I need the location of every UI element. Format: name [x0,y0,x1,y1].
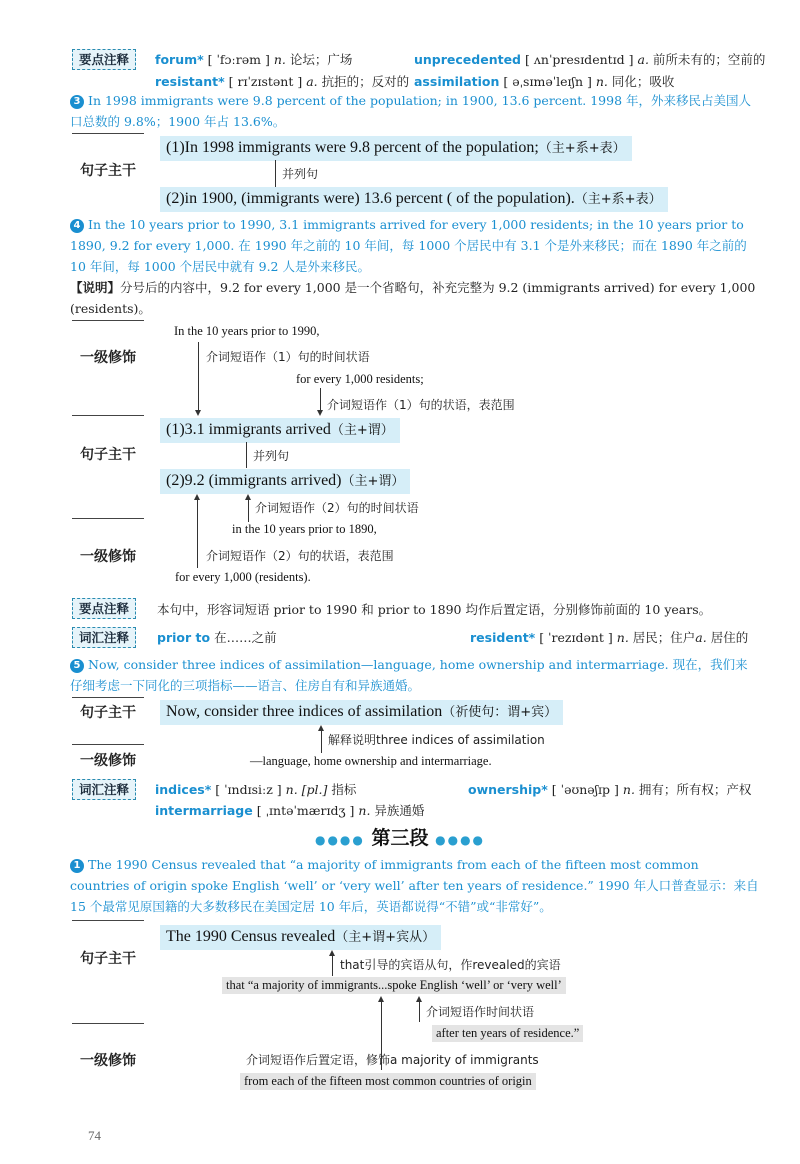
first-modifier-label: 一级修饰 [80,549,136,565]
trunk-clause-2 [160,469,410,494]
divider [72,133,144,134]
trunk-text: (1)In 1998 immigrants were 9.8 percent of the population; [166,139,539,156]
sentence-4 [70,214,760,277]
vocab-ipa: [ ˈɪndɪsiːz ] [215,782,282,797]
trunk-clause [160,700,563,725]
page-number: 74 [88,1128,101,1143]
trunk-text: Now, consider three indices of assimilation [166,703,443,720]
explain-note [70,277,760,319]
trunk-text: The 1990 Census revealed [166,928,336,945]
trunk-note: （祈使句：谓+宾） [442,705,558,720]
vocab-pos: n. [622,782,635,797]
vocab-resistant [155,72,409,90]
vocab-ipa: [ ʌnˈpresɪdentɪd ] [525,52,634,67]
sentence-5 [70,654,760,696]
vocab-prior-to [157,628,277,646]
parallel-note: 并列句 [282,167,319,181]
section-title: 第三段 [371,827,429,849]
paragraph-3-sentence-1 [70,854,760,917]
vocab-meaning: 抗拒的；反对的 [321,74,410,89]
vocab-meaning: 指标 [331,782,357,797]
number-badge: 4 [70,219,84,233]
vocab-pos: a. [637,52,649,67]
vocab-word: unprecedented [414,52,522,67]
vocab-meaning: 在……之前 [214,630,277,645]
connector-line [197,500,198,568]
first-modifier-label: 一级修饰 [80,1053,136,1069]
connector-line [332,956,333,976]
vocab-meaning: 拥有；所有权；产权 [638,782,752,797]
divider [72,320,144,321]
connector-line [275,160,276,188]
connector-line [198,342,199,412]
vocab-ipa: [ əˌsɪməˈleɪʃn ] [503,74,592,89]
vocab-unprecedented [414,50,765,68]
vocab-pos: n. [616,630,629,645]
vocab-notes-tag: 词汇注释 [72,627,136,648]
vocab-intermarriage [155,801,424,819]
vocab-ipa: [ ˈfɔːrəm ] [207,52,270,67]
modifier-3: in the 10 years prior to 1890, [232,522,377,536]
vocab-indices [155,780,356,798]
trunk-clause [160,925,441,950]
number-badge: 5 [70,659,84,673]
modifier-4-note: 介词短语作（2）句的状语，表范围 [206,549,394,563]
key-notes-tag: 要点注释 [72,49,136,70]
number-badge: 3 [70,95,84,109]
key-note-text: 本句中，形容词短语 prior to 1990 和 prior to 1890 均作后置定语，分别修饰前面的 10 years。 [157,602,712,617]
vocab-ipa: [ ˈrezɪdənt ] [539,630,613,645]
object-clause: that “a majority of immigrants...spoke English ‘well’ or ‘very well’ [222,977,566,994]
divider [72,415,144,416]
modifier-2-note: 介词短语作（1）句的状语，表范围 [327,398,515,412]
vocab-ipa: [ ˈəʊnəʃɪp ] [551,782,619,797]
trunk-note: （主+系+表） [574,192,662,207]
sentence-trunk-label: 句子主干 [80,163,136,179]
divider [72,1023,144,1024]
trunk-text: (2)9.2 (immigrants arrived) [166,472,342,489]
connector-line [248,500,249,522]
trunk-note: （主+谓） [330,423,394,438]
trunk-note: （主+谓） [341,474,405,489]
divider [72,744,144,745]
connector-line [320,388,321,412]
vocab-word: ownership* [468,782,548,797]
vocab-forum [155,50,352,68]
divider [72,697,144,698]
vocab-ipa: [ rɪˈzɪstənt ] [228,74,303,89]
vocab-word: resident* [470,630,536,645]
clause-note: that引导的宾语从句，作revealed的宾语 [340,958,561,972]
modifier: —language, home ownership and intermarriage. [250,754,492,768]
trunk-note: （主+谓+宾从） [335,930,436,945]
trunk-clause-2 [160,187,668,212]
vocab-word: forum* [155,52,204,67]
vocab-ipa: [ ˌɪntəˈmærɪdʒ ] [256,803,355,818]
first-modifier-label: 一级修饰 [80,753,136,769]
trunk-clause-1 [160,418,400,443]
modifier-3-note: 介词短语作（2）句的时间状语 [255,501,419,515]
vocab-pos: n. [595,74,608,89]
vocab-assimilation [414,72,674,90]
vocab-pos: n. [358,803,371,818]
sentence-trunk-label: 句子主干 [80,705,136,721]
parallel-note: 并列句 [253,449,290,463]
modifier-2: for every 1,000 residents; [296,372,424,386]
vocab-word: assimilation [414,74,500,89]
modifier-4: for every 1,000 (residents). [175,570,311,584]
from-phrase: from each of the fifteen most common countries of origin [240,1073,536,1090]
dots-decoration-icon: ●●●● [435,833,486,847]
from-note: 介词短语作后置定语，修饰a majority of immigrants [246,1053,539,1067]
trunk-text: (1)3.1 immigrants arrived [166,421,331,438]
key-notes-tag: 要点注释 [72,598,136,619]
modifier-note: 解释说明three indices of assimilation [328,733,545,747]
vocab-meaning: 异族通婚 [374,803,425,818]
connector-line [321,731,322,753]
vocab-notes-tag: 词汇注释 [72,779,136,800]
dots-decoration-icon: ●●●● [314,833,365,847]
after-note: 介词短语作时间状语 [426,1005,535,1019]
divider [72,518,144,519]
after-phrase: after ten years of residence.” [432,1025,583,1042]
connector-line [246,442,247,468]
vocab-pos: n. [pl.] [285,782,328,797]
sentence-trunk-label: 句子主干 [80,951,136,967]
modifier-1: In the 10 years prior to 1990, [174,324,320,338]
vocab-meaning: 同化；吸收 [611,74,675,89]
number-badge: 1 [70,859,84,873]
vocab-word: indices* [155,782,212,797]
vocab-pos: a. [306,74,318,89]
vocab-meaning: 前所未有的；空前的 [652,52,766,67]
arrow-down-icon [317,410,323,416]
connector-line [419,1002,420,1022]
vocab-meaning-2: 居住的 [710,630,749,645]
explain-label: 【说明】 [70,280,121,295]
vocab-ownership [468,780,751,798]
first-modifier-label: 一级修饰 [80,350,136,366]
modifier-1-note: 介词短语作（1）句的时间状语 [206,350,370,364]
vocab-pos: n. [273,52,286,67]
explain-text: 分号后的内容中，9.2 for every 1,000 是一个省略句，补充完整为 9.2 (immigrants arrived) for every 1,000 (residents)。 [70,280,756,316]
sentence-text: In 1998 immigrants were 9.8 percent of the population; in 1900, 13.6 percent. 1998 年，外来移民占美国人口总数的 9.8%；1900 年占 13.6%。 [70,93,752,129]
sentence-trunk-label: 句子主干 [80,447,136,463]
vocab-meaning: 论坛；广场 [289,52,353,67]
vocab-resident [470,628,748,646]
sentence-text: The 1990 Census revealed that “a majority of immigrants from each of the fifteen most common countries of origin spoke English ‘well’ or ‘very well’ after ten years of residence.” 1990 年人口普查显示：来自 15 个最常见原国籍的大多数移民在美国定居 10 年后，英语都说得“不错”或“非常好”。 [70,857,759,914]
vocab-word: resistant* [155,74,225,89]
sentence-text: In the 10 years prior to 1990, 3.1 immigrants arrived for every 1,000 residents; in the 10 years prior to 1890, 9.2 for every 1,000. 在 1990 年之前的 10 年间，每 1000 个居民中有 3.1 个是外来移民；而在 1890 年之前的 10 年间，每 1000 个居民中就有 9.2 人是外来移民。 [70,217,747,274]
trunk-clause-1 [160,136,632,161]
vocab-pos-2: a. [695,630,707,645]
divider [72,920,144,921]
vocab-word: intermarriage [155,803,253,818]
sentence-text: Now, consider three indices of assimilation—language, home ownership and intermarriage. 现在，我们来仔细考虑一下同化的三项指标——语言、住房自有和异族通婚。 [70,657,748,693]
trunk-note: （主+系+表） [538,141,626,156]
sentence-3 [70,90,760,132]
section-heading [0,823,800,850]
vocab-meaning: 居民；住户 [632,630,696,645]
vocab-word: prior to [157,630,211,645]
arrow-down-icon [195,410,201,416]
trunk-text: (2)in 1900, (immigrants were) 13.6 percent ( of the population). [166,190,575,207]
